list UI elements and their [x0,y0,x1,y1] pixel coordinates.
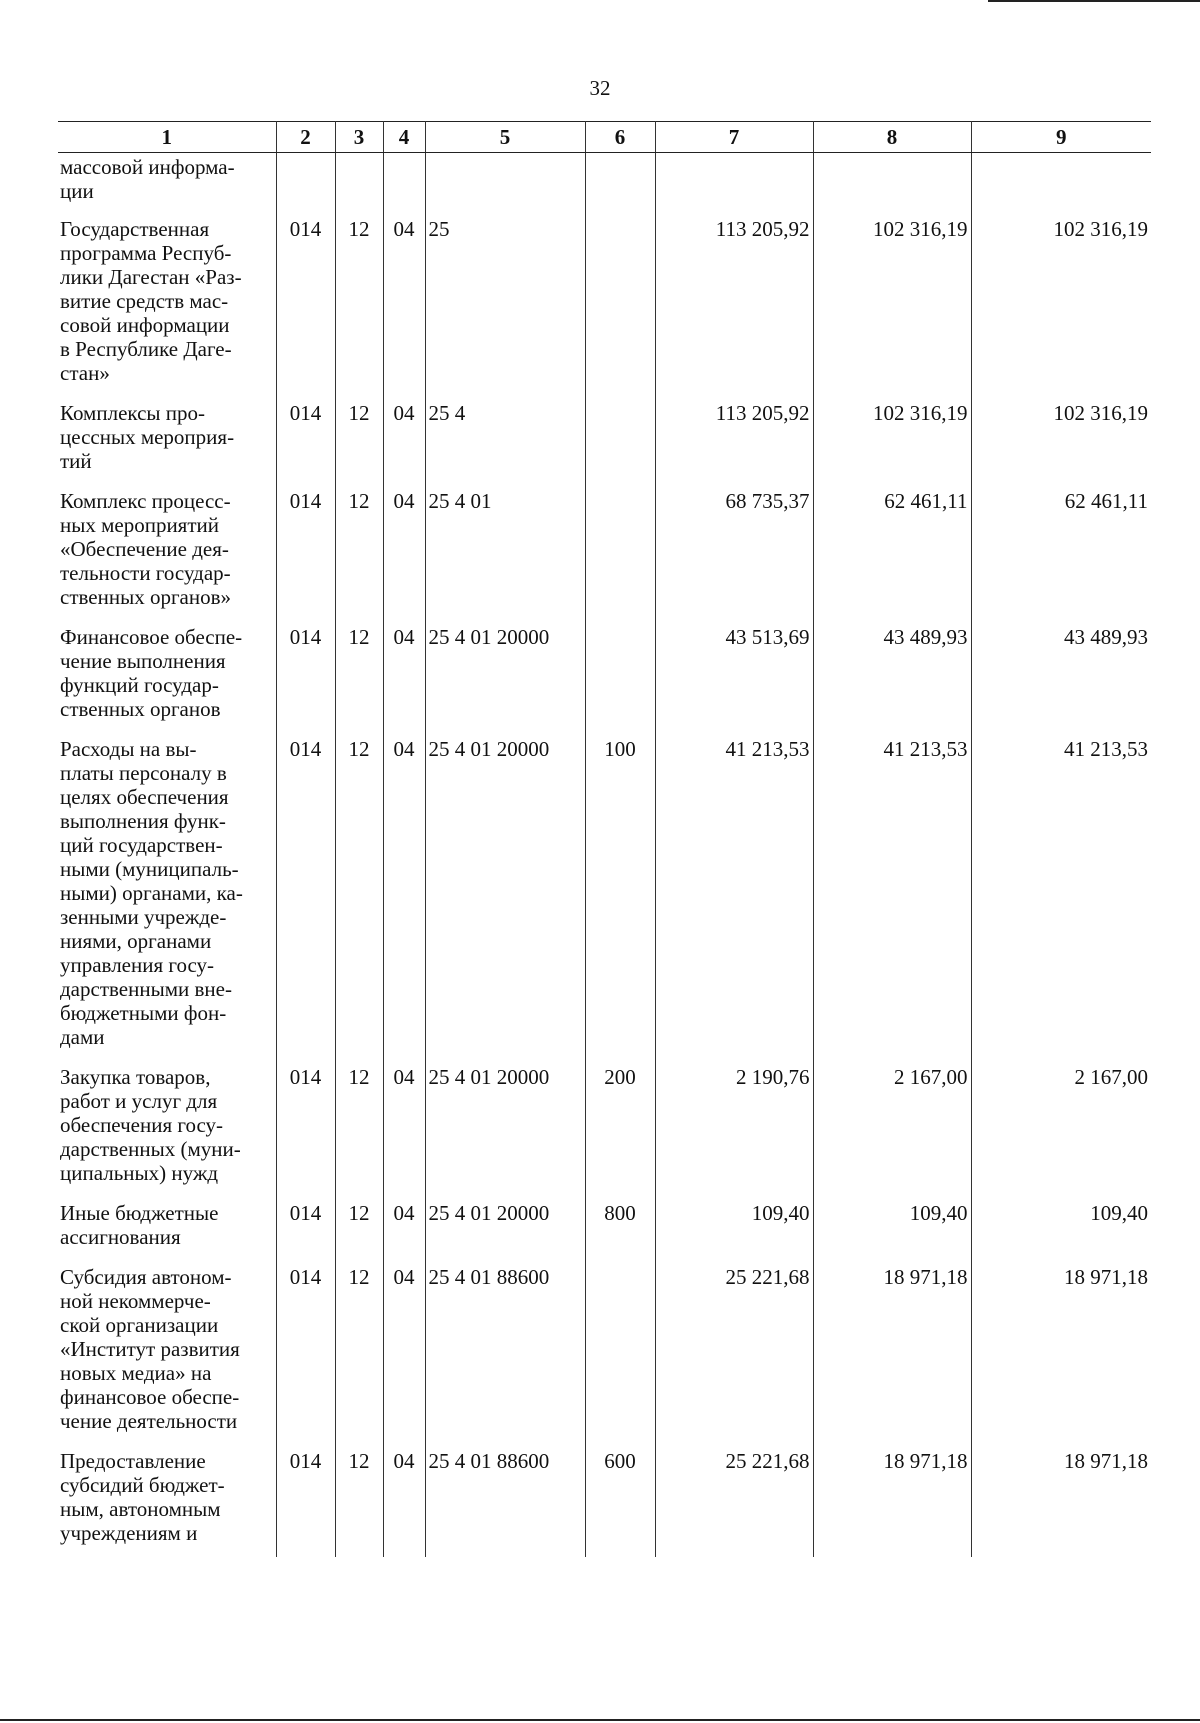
cell-amount-col7: 43 513,69 [655,621,813,733]
bottom-edge-rule [0,1719,1200,1721]
cell-amount-col9: 2 167,00 [971,1061,1151,1197]
budget-table [58,121,1151,1557]
cell-target-article: 25 [425,213,585,397]
cell-amount-col7: 109,40 [655,1197,813,1261]
cell-target-article: 25 4 01 20000 [425,733,585,1061]
cell-expense-type [585,1261,655,1445]
cell-expense-type [585,485,655,621]
cell-amount-col7: 25 221,68 [655,1445,813,1557]
cell-section: 12 [335,397,383,485]
cell-amount-col8: 109,40 [813,1197,971,1261]
header-col-1: 1 [58,122,276,153]
cell-amount-col9 [971,153,1151,214]
header-col-9: 9 [971,122,1151,153]
cell-section: 12 [335,1061,383,1197]
cell-expense-type: 600 [585,1445,655,1557]
row-name: Субсидия автоном- ной некоммерче- ской организации «Институт развития новых медиа» на финансовое обеспе- чение деятельности [58,1261,276,1445]
cell-subsection: 04 [383,1061,425,1197]
cell-target-article: 25 4 01 20000 [425,621,585,733]
cell-subsection: 04 [383,1197,425,1261]
cell-target-article: 25 4 01 20000 [425,1197,585,1261]
cell-expense-type [585,213,655,397]
row-name: массовой информа- ции [58,153,276,214]
table-row [58,733,1151,1061]
cell-expense-type [585,153,655,214]
cell-amount-col8: 18 971,18 [813,1261,971,1445]
cell-ministry-code [276,153,335,214]
cell-ministry-code: 014 [276,733,335,1061]
table-row [58,1197,1151,1261]
cell-section: 12 [335,1445,383,1557]
cell-section: 12 [335,1261,383,1445]
row-name: Предоставление субсидий бюджет- ным, автономным учреждениям и [58,1445,276,1557]
cell-amount-col8: 43 489,93 [813,621,971,733]
row-name: Комплекс процесс- ных мероприятий «Обеспечение дея- тельности государ- ственных органов» [58,485,276,621]
cell-amount-col7: 68 735,37 [655,485,813,621]
table-row [58,397,1151,485]
cell-amount-col9: 102 316,19 [971,213,1151,397]
page-number: 32 [589,76,611,100]
header-col-4: 4 [383,122,425,153]
cell-amount-col8: 62 461,11 [813,485,971,621]
cell-amount-col7: 25 221,68 [655,1261,813,1445]
cell-amount-col9: 41 213,53 [971,733,1151,1061]
header-col-2: 2 [276,122,335,153]
cell-subsection [383,153,425,214]
cell-target-article: 25 4 01 [425,485,585,621]
cell-expense-type [585,621,655,733]
cell-subsection: 04 [383,1445,425,1557]
cell-ministry-code: 014 [276,397,335,485]
cell-ministry-code: 014 [276,1445,335,1557]
cell-amount-col7: 113 205,92 [655,397,813,485]
cell-ministry-code: 014 [276,621,335,733]
cell-section: 12 [335,213,383,397]
cell-subsection: 04 [383,397,425,485]
table-row [58,621,1151,733]
cell-ministry-code: 014 [276,1197,335,1261]
cell-amount-col7: 113 205,92 [655,213,813,397]
cell-section: 12 [335,1197,383,1261]
cell-amount-col9: 102 316,19 [971,397,1151,485]
cell-subsection: 04 [383,1261,425,1445]
top-edge-rule [988,0,1200,2]
cell-amount-col8: 102 316,19 [813,397,971,485]
cell-amount-col9: 109,40 [971,1197,1151,1261]
cell-amount-col8: 2 167,00 [813,1061,971,1197]
cell-target-article [425,153,585,214]
cell-target-article: 25 4 01 88600 [425,1445,585,1557]
cell-expense-type: 200 [585,1061,655,1197]
cell-ministry-code: 014 [276,1061,335,1197]
cell-target-article: 25 4 01 88600 [425,1261,585,1445]
cell-amount-col9: 43 489,93 [971,621,1151,733]
cell-ministry-code: 014 [276,1261,335,1445]
row-name: Финансовое обеспе- чение выполнения функций государ- ственных органов [58,621,276,733]
cell-amount-col8: 102 316,19 [813,213,971,397]
cell-amount-col8: 41 213,53 [813,733,971,1061]
cell-subsection: 04 [383,213,425,397]
cell-target-article: 25 4 [425,397,585,485]
cell-amount-col7: 41 213,53 [655,733,813,1061]
cell-amount-col7 [655,153,813,214]
cell-amount-col9: 18 971,18 [971,1261,1151,1445]
header-col-6: 6 [585,122,655,153]
header-col-7: 7 [655,122,813,153]
row-name: Государственная программа Респуб- лики Дагестан «Раз- витие средств мас- совой информации в Республике Даге- стан» [58,213,276,397]
table-row [58,485,1151,621]
header-row [58,122,1151,153]
cell-target-article: 25 4 01 20000 [425,1061,585,1197]
cell-amount-col7: 2 190,76 [655,1061,813,1197]
header-col-3: 3 [335,122,383,153]
cell-section: 12 [335,485,383,621]
table-row [58,1445,1151,1557]
row-name: Расходы на вы- платы персоналу в целях обеспечения выполнения функ- ций государствен- ными (муниципаль- ными) органами, ка- зенными учрежде- ниями, органами управления госу- дарственными вне- бюджетными фон- дами [58,733,276,1061]
row-name: Закупка товаров, работ и услуг для обеспечения госу- дарственных (муни- ципальных) нужд [58,1061,276,1197]
cell-ministry-code: 014 [276,485,335,621]
cell-subsection: 04 [383,485,425,621]
cell-ministry-code: 014 [276,213,335,397]
row-name: Иные бюджетные ассигнования [58,1197,276,1261]
cell-amount-col9: 62 461,11 [971,485,1151,621]
cell-section: 12 [335,621,383,733]
cell-amount-col9: 18 971,18 [971,1445,1151,1557]
table-row [58,153,1151,214]
cell-subsection: 04 [383,621,425,733]
cell-section: 12 [335,733,383,1061]
cell-amount-col8: 18 971,18 [813,1445,971,1557]
cell-expense-type: 100 [585,733,655,1061]
cell-amount-col8 [813,153,971,214]
header-col-5: 5 [425,122,585,153]
table-row [58,213,1151,397]
cell-expense-type [585,397,655,485]
table-row [58,1061,1151,1197]
cell-subsection: 04 [383,733,425,1061]
header-col-8: 8 [813,122,971,153]
table-row [58,1261,1151,1445]
row-name: Комплексы про- цессных мероприя- тий [58,397,276,485]
cell-expense-type: 800 [585,1197,655,1261]
cell-section [335,153,383,214]
